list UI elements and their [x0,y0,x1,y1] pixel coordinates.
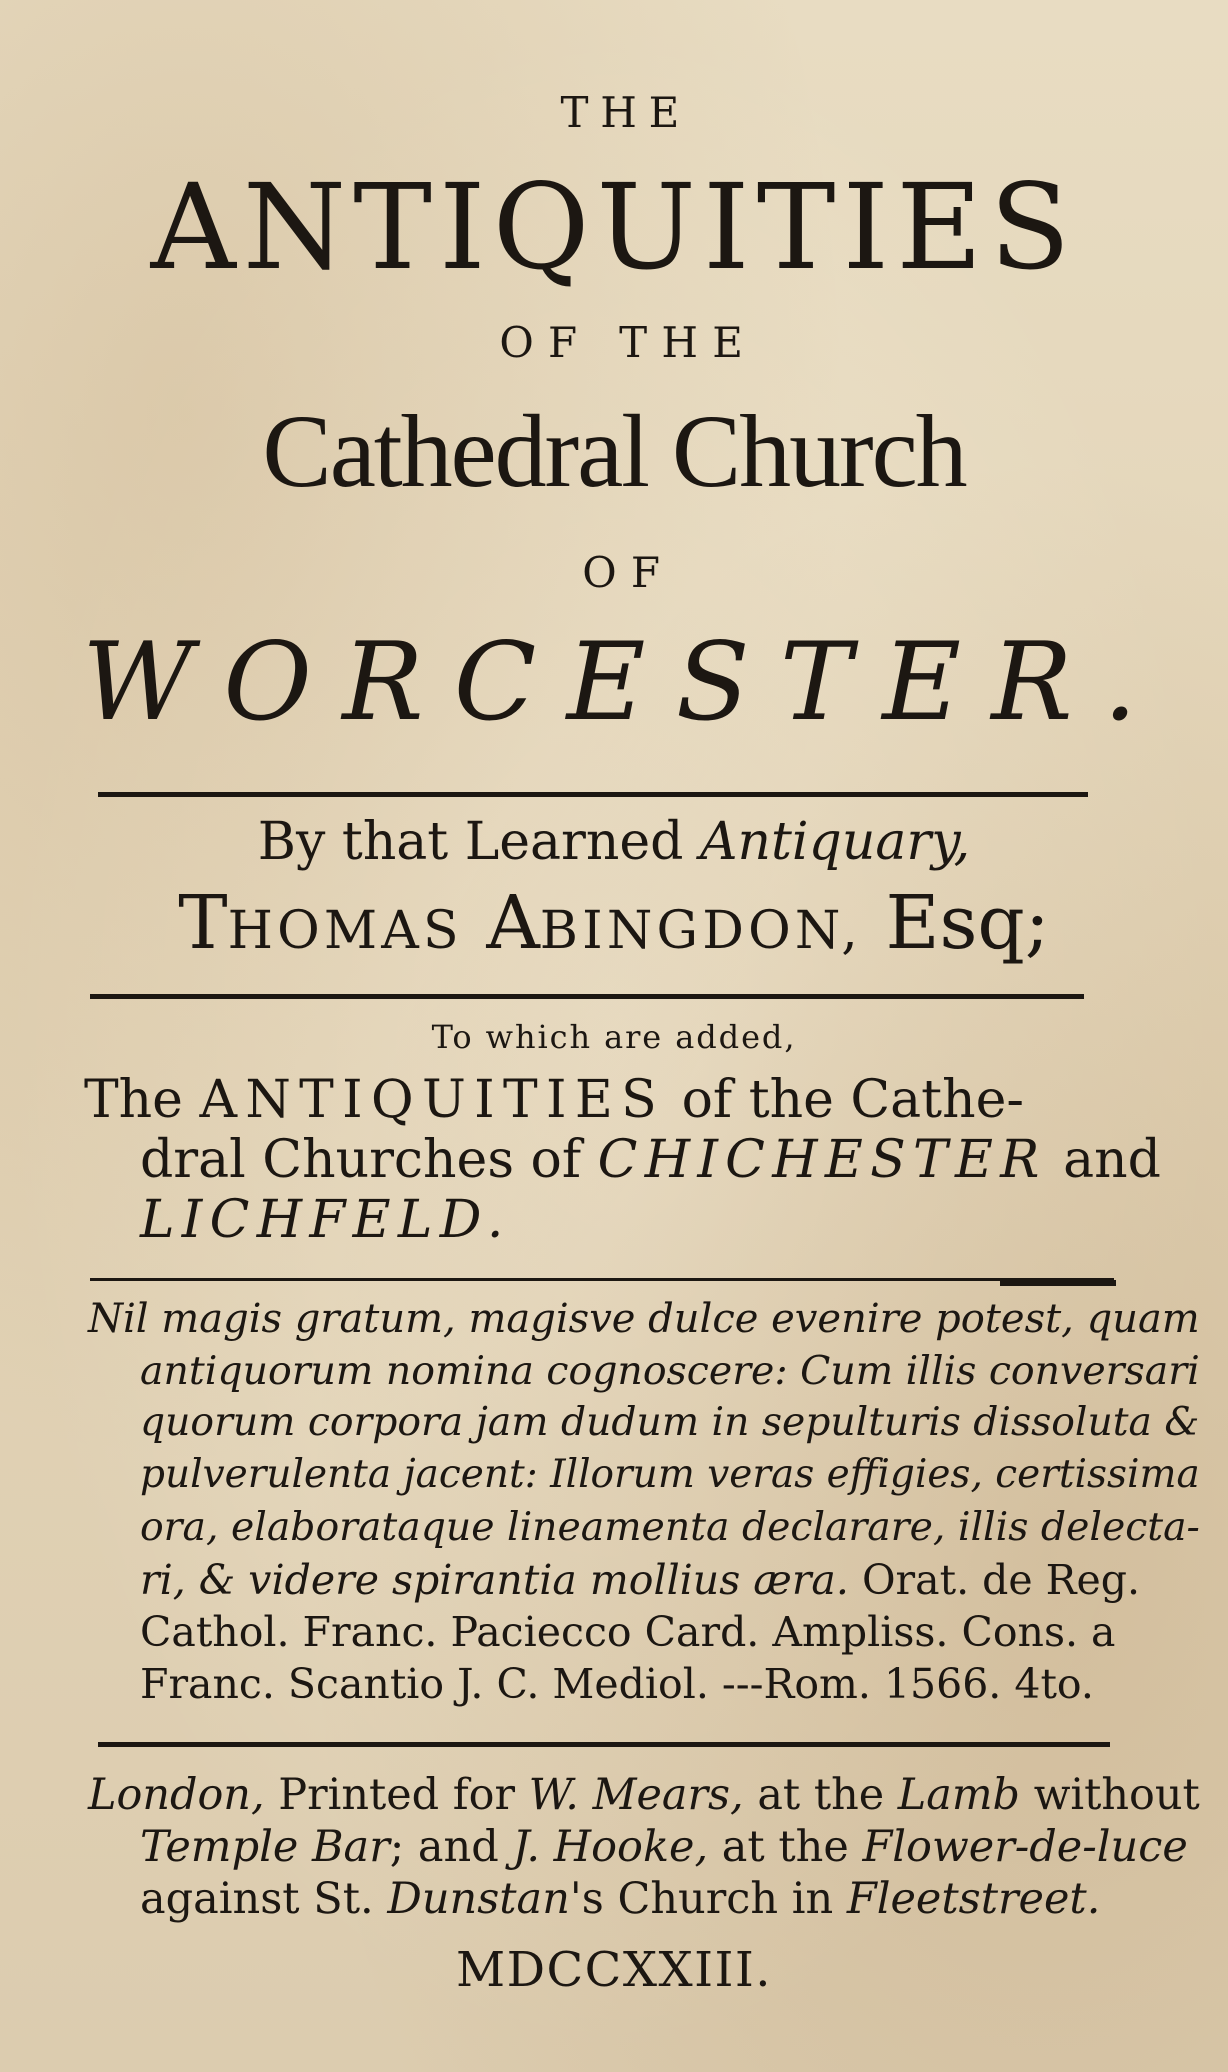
divider-rule [98,1742,1110,1747]
epigraph-source: Cathol. Franc. Paciecco Card. Ampliss. Cons. a [140,1608,1116,1656]
imprint-temple-bar: Temple Bar [140,1822,390,1872]
imprint-text: 's Church in [569,1874,847,1924]
epigraph-line: ora, elaborataque lineamenta declarare, illis delecta- [140,1504,1200,1550]
epigraph-orat: Orat. de Reg. [848,1556,1141,1604]
title-the: THE [560,88,692,137]
divider-rule [98,792,1088,797]
epigraph-line: antiquorum nomina cognoscere: Cum illis conversari [140,1348,1200,1394]
added-line-1-text-b: of the Cathe- [665,1070,1024,1130]
epigraph-source: Franc. Scantio J. C. Mediol. ---Rom. 1566. 4to. [140,1660,1094,1708]
divider-rule [90,1278,1114,1281]
imprint-mears: W. Mears, [528,1770,744,1820]
epigraph-line-text: ri, & videre spirantia mollius æra. [140,1556,849,1604]
author-bingdon: BINGDON, [539,901,862,961]
imprint-fleetstreet: Fleetstreet. [846,1874,1101,1924]
author-initial-t: T [178,880,228,966]
epigraph-line: quorum corpora jam dudum in sepulturis dissoluta & [140,1400,1200,1445]
byline-prefix: By that Learned [257,812,700,872]
imprint-text: at the [708,1822,863,1872]
imprint-line-2 [140,1822,1188,1872]
title-of-the: OF THE [499,318,758,367]
imprint-hooke: J. Hooke, [512,1822,709,1872]
divider-rule [90,994,1084,999]
imprint-lamb: Lamb [897,1770,1021,1820]
added-line-3 [140,1190,511,1250]
author-homas: HOMAS [227,901,463,961]
author-esq: Esq; [885,880,1050,966]
title-of: OF [582,548,675,597]
added-line-2-text-b: and [1046,1130,1161,1190]
author-byline [0,812,1228,872]
imprint-text: at the [743,1770,898,1820]
title-antiquities: ANTIQUITIES [150,158,1078,296]
added-chichester: CHICHESTER [597,1130,1047,1190]
added-line-2-text-a: dral Churches of [140,1130,598,1190]
imprint-dunstan: Dunstan [387,1874,570,1924]
byline-antiquary: Antiquary, [699,812,971,872]
author-name [0,880,1228,966]
title-cathedral-church: Cathedral Church [262,394,966,509]
added-lichfeld: LICHFELD. [140,1190,511,1250]
divider-rule-accent [1000,1280,1116,1286]
publication-date: MDCCXXIII. [456,1942,772,1998]
added-intro: To which are added, [431,1018,797,1056]
imprint-text: Printed for [264,1770,529,1820]
added-line-2 [140,1130,1161,1190]
imprint-line-3 [140,1874,1100,1924]
epigraph-line: Nil magis gratum, magisve dulce evenire potest, quam [88,1296,1200,1342]
imprint-flower-de-luce: Flower-de-luce [862,1822,1188,1872]
epigraph-line: pulverulenta jacent: Illorum veras effigies, certissima [140,1452,1200,1497]
imprint-line-1 [88,1770,1200,1820]
added-line-1-text-a: The [84,1070,200,1130]
title-worcester: WORCESTER. [82,620,1168,745]
added-line-1 [84,1070,1024,1130]
imprint-london: London, [88,1770,265,1820]
author-initial-a: A [486,880,540,966]
added-antiquities: ANTIQUITIES [199,1070,666,1130]
epigraph-line-last [140,1556,1140,1604]
imprint-text: against St. [140,1874,388,1924]
imprint-text: ; and [389,1822,513,1872]
imprint-text: without [1020,1770,1200,1820]
